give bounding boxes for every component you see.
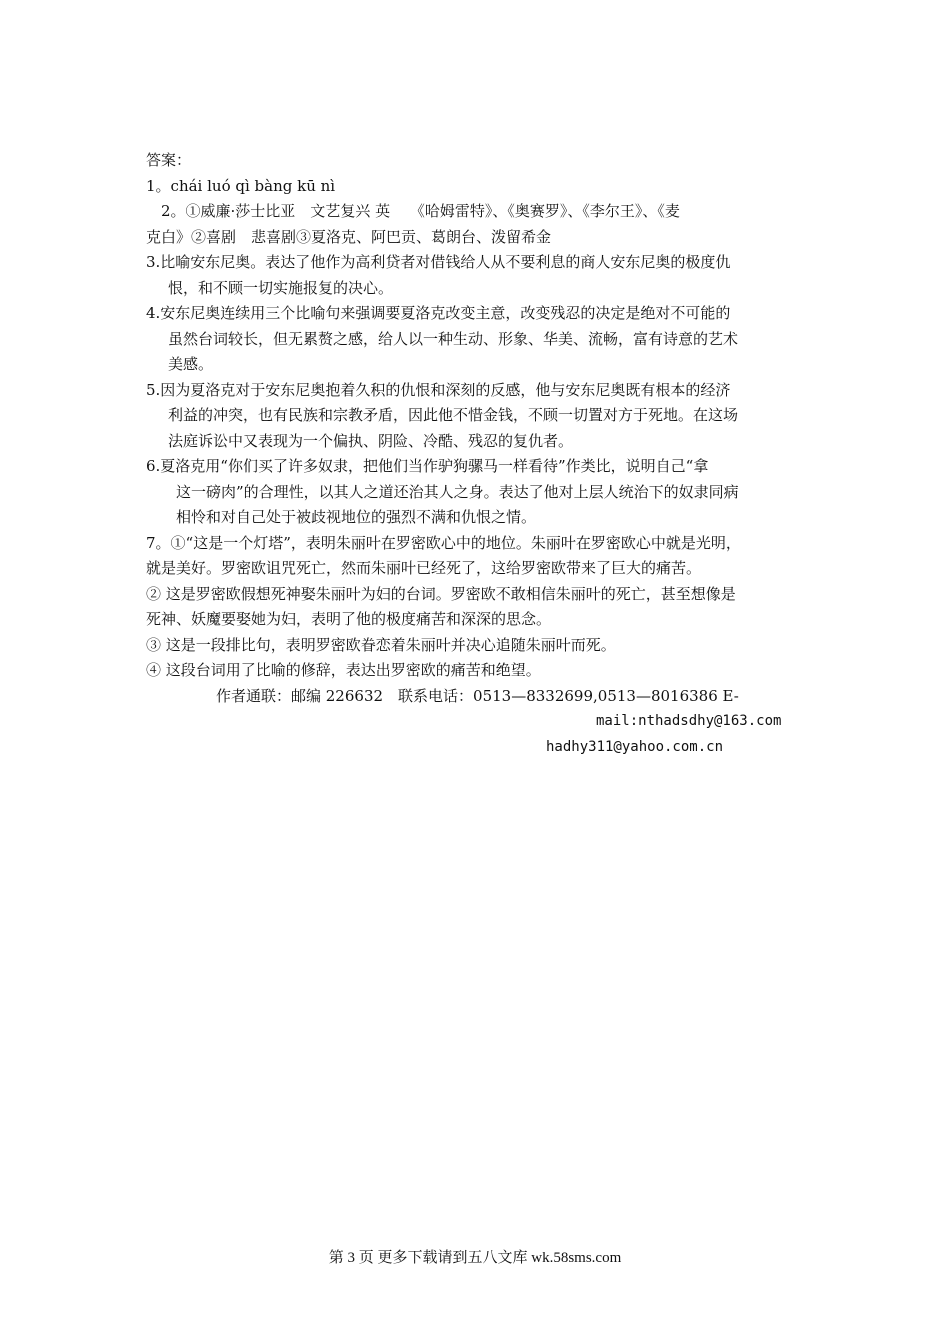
answer-4-line-2: 虽然台词较长，但无累赘之感，给人以一种生动、形象、华美、流畅，富有诗意的艺术	[168, 329, 739, 348]
answer-section	[146, 148, 826, 760]
answer-1: 1。chái luó qì bàng kū nì	[146, 176, 336, 195]
answer-4-line-3: 美感。	[168, 355, 214, 373]
page-footer: 第 3 页 更多下载请到五八文库 wk.58sms.com	[328, 1250, 622, 1266]
answer-2-line-2: 克白》②喜剧 悲喜剧③夏洛克、阿巴贡、葛朗台、泼留希金	[146, 227, 552, 246]
answer-7-line-5: ③ 这是一段排比句，表明罗密欧眷恋着朱丽叶并决心追随朱丽叶而死。	[146, 635, 616, 654]
answer-5-line-3: 法庭诉讼中又表现为一个偏执、阴险、冷酷、残忍的复仇者。	[168, 431, 574, 450]
answer-7-line-4: 死神、妖魔要娶她为妇，表明了他的极度痛苦和深深的思念。	[146, 610, 552, 628]
answer-7-line-3: ② 这是罗密欧假想死神娶朱丽叶为妇的台词。罗密欧不敢相信朱丽叶的死亡，甚至想像是	[146, 584, 736, 603]
author-email-1: mail:nthadsdhy@163.com	[596, 713, 782, 729]
answer-5-line-1: 5.因为夏洛克对于安东尼奥抱着久积的仇恨和深刻的反感，他与安东尼奥既有根本的经济	[146, 380, 731, 399]
answer-2-line-1: 2。①威廉·莎士比亚 文艺复兴 英 《哈姆雷特》、《奥赛罗》、《李尔王》、《麦	[161, 202, 680, 220]
answer-6-line-2: 这一磅肉”的合理性，以其人之道还治其人之身。表达了他对上层人统治下的奴隶同病	[176, 482, 739, 501]
answer-3-line-2: 恨，和不顾一切实施报复的决心。	[168, 278, 394, 297]
answer-heading: 答案：	[146, 151, 192, 169]
answer-3-line-1: 3.比喻安东尼奥。表达了他作为高利贷者对借钱给人从不要利息的商人安东尼奥的极度仇	[146, 253, 731, 271]
answer-6-line-1: 6.夏洛克用“你们买了许多奴隶，把他们当作驴狗骡马一样看待”作类比，说明自己“拿	[146, 457, 709, 475]
author-contact-line: 作者通联：邮编 226632 联系电话：0513—8332699,0513—8016386 E-	[216, 686, 739, 705]
answer-7-line-6: ④ 这段台词用了比喻的修辞，表达出罗密欧的痛苦和绝望。	[146, 661, 541, 679]
answer-4-line-1: 4.安东尼奥连续用三个比喻句来强调要夏洛克改变主意，改变残忍的决定是绝对不可能的	[146, 304, 731, 322]
answer-6-line-3: 相怜和对自己处于被歧视地位的强烈不满和仇恨之情。	[176, 508, 537, 526]
author-email-2: hadhy311@yahoo.com.cn	[546, 738, 724, 755]
answer-7-line-1: 7。①“这是一个灯塔”，表明朱丽叶在罗密欧心中的地位。朱丽叶在罗密欧心中就是光明，	[146, 533, 741, 552]
answer-5-line-2: 利益的冲突，也有民族和宗教矛盾，因此他不惜金钱，不顾一切置对方于死地。在这场	[168, 406, 739, 424]
answer-7-line-2: 就是美好。罗密欧诅咒死亡，然而朱丽叶已经死了，这给罗密欧带来了巨大的痛苦。	[146, 559, 702, 577]
